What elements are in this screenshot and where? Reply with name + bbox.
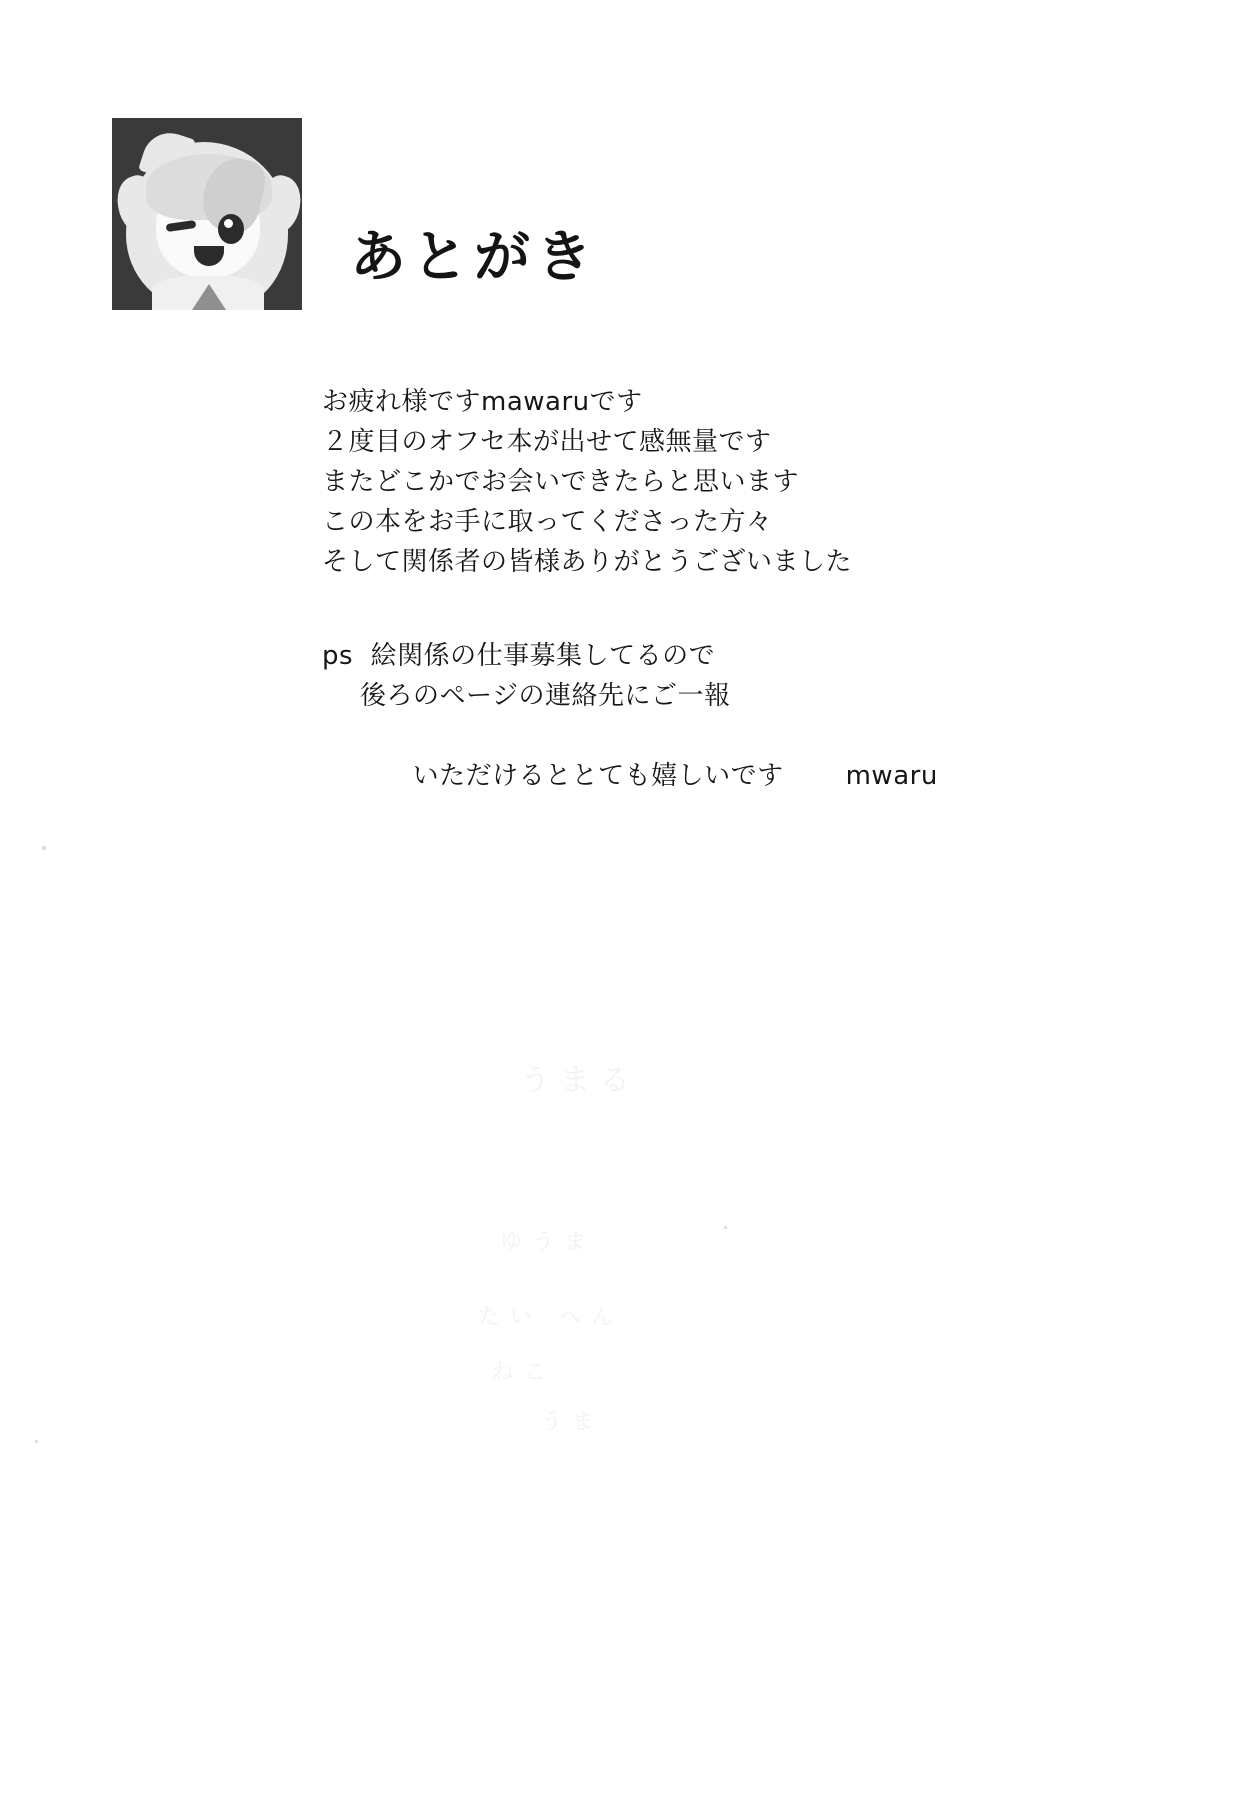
background-ghost-mark: ゆうま	[500, 1230, 597, 1255]
paper-speck	[42, 846, 46, 850]
afterword-line: またどこかでお会いできたらと思います	[322, 467, 800, 497]
avatar-eye-right	[218, 214, 244, 244]
avatar	[112, 118, 302, 310]
afterword-line: お疲れ様ですmawaruです	[322, 387, 643, 417]
paper-speck	[35, 1440, 38, 1443]
page-title: あとがき	[350, 225, 598, 290]
background-ghost-mark: うまる	[520, 1063, 640, 1098]
afterword-paragraph	[322, 382, 1122, 582]
afterword-line: ２度目のオフセ本が出せて感無量です	[322, 427, 772, 457]
postscript-line-3	[322, 716, 1122, 836]
postscript-block	[322, 636, 1122, 836]
background-ghost-mark: たい へん	[478, 1305, 623, 1330]
afterword-line: この本をお手に取ってくださった方々	[322, 507, 773, 537]
afterword-body	[322, 382, 1122, 836]
paper-speck	[724, 1226, 727, 1229]
postscript-line-3-text: いただけるととても嬉しいです	[412, 761, 784, 791]
afterword-line: そして関係者の皆様ありがとうございました	[322, 547, 853, 577]
avatar-eye-glint	[224, 219, 233, 228]
background-ghost-mark: ねこ	[492, 1360, 557, 1385]
afterword-header	[112, 118, 598, 310]
background-ghost-mark: うま	[540, 1410, 605, 1435]
postscript-line-2: 後ろのページの連絡先にご一報	[360, 681, 731, 711]
author-signature: mwaru	[845, 761, 938, 791]
postscript-line-1: ps 絵関係の仕事募集してるので	[322, 641, 716, 671]
